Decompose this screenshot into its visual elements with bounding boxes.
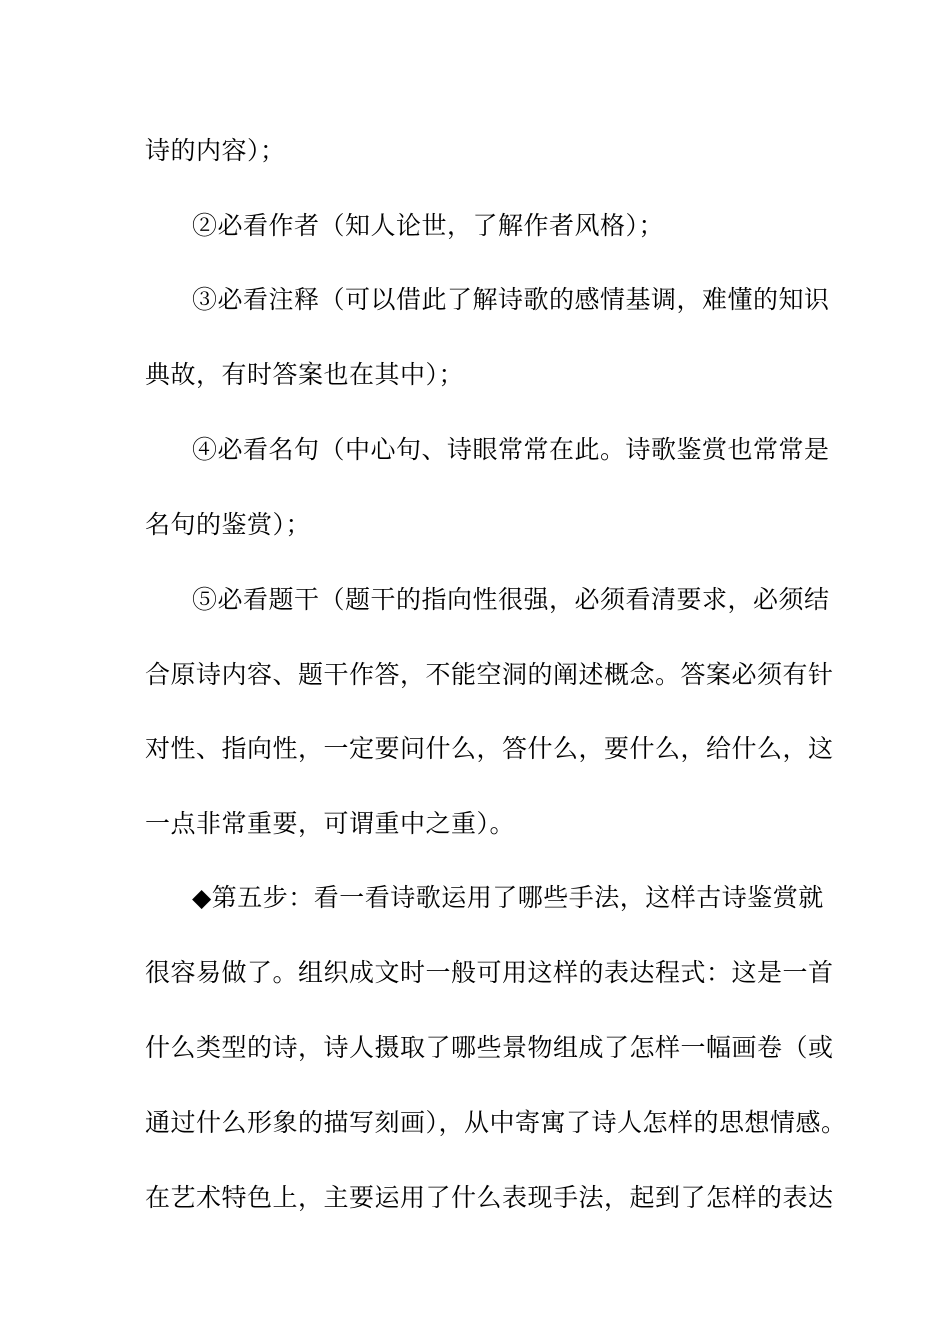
text-line: 合原诗内容、题干作答，不能空洞的阐述概念。答案必须有针 xyxy=(145,660,834,689)
text-line: ③必看注释（可以借此了解诗歌的感情基调，难懂的知识 xyxy=(192,285,830,314)
text-line: 通过什么形象的描写刻画），从中寄寓了诗人怎样的思想情感。 xyxy=(145,1108,847,1137)
text-line: ④必看名句（中心句、诗眼常常在此。诗歌鉴赏也常常是 xyxy=(192,435,830,464)
text-line: 诗的内容）； xyxy=(145,136,286,165)
text-line: 名句的鉴赏）； xyxy=(145,510,312,539)
text-line: ②必看作者（知人论世，了解作者风格）； xyxy=(192,211,665,240)
text-line: 典故，有时答案也在其中）； xyxy=(145,360,465,389)
text-line: 很容易做了。组织成文时一般可用这样的表达程式：这是一首 xyxy=(145,958,834,987)
text-line: 什么类型的诗，诗人摄取了哪些景物组成了怎样一幅画卷（或 xyxy=(145,1033,834,1062)
text-line: 对性、指向性，一定要问什么，答什么，要什么，给什么，这 xyxy=(145,734,834,763)
text-line: ◆第五步：看一看诗歌运用了哪些手法，这样古诗鉴赏就 xyxy=(192,883,824,912)
text-line: 在艺术特色上，主要运用了什么表现手法，起到了怎样的表达 xyxy=(145,1183,834,1212)
text-line: 一点非常重要，可谓重中之重）。 xyxy=(145,809,516,838)
text-line: ⑤必看题干（题干的指向性很强，必须看清要求，必须结 xyxy=(192,585,830,614)
